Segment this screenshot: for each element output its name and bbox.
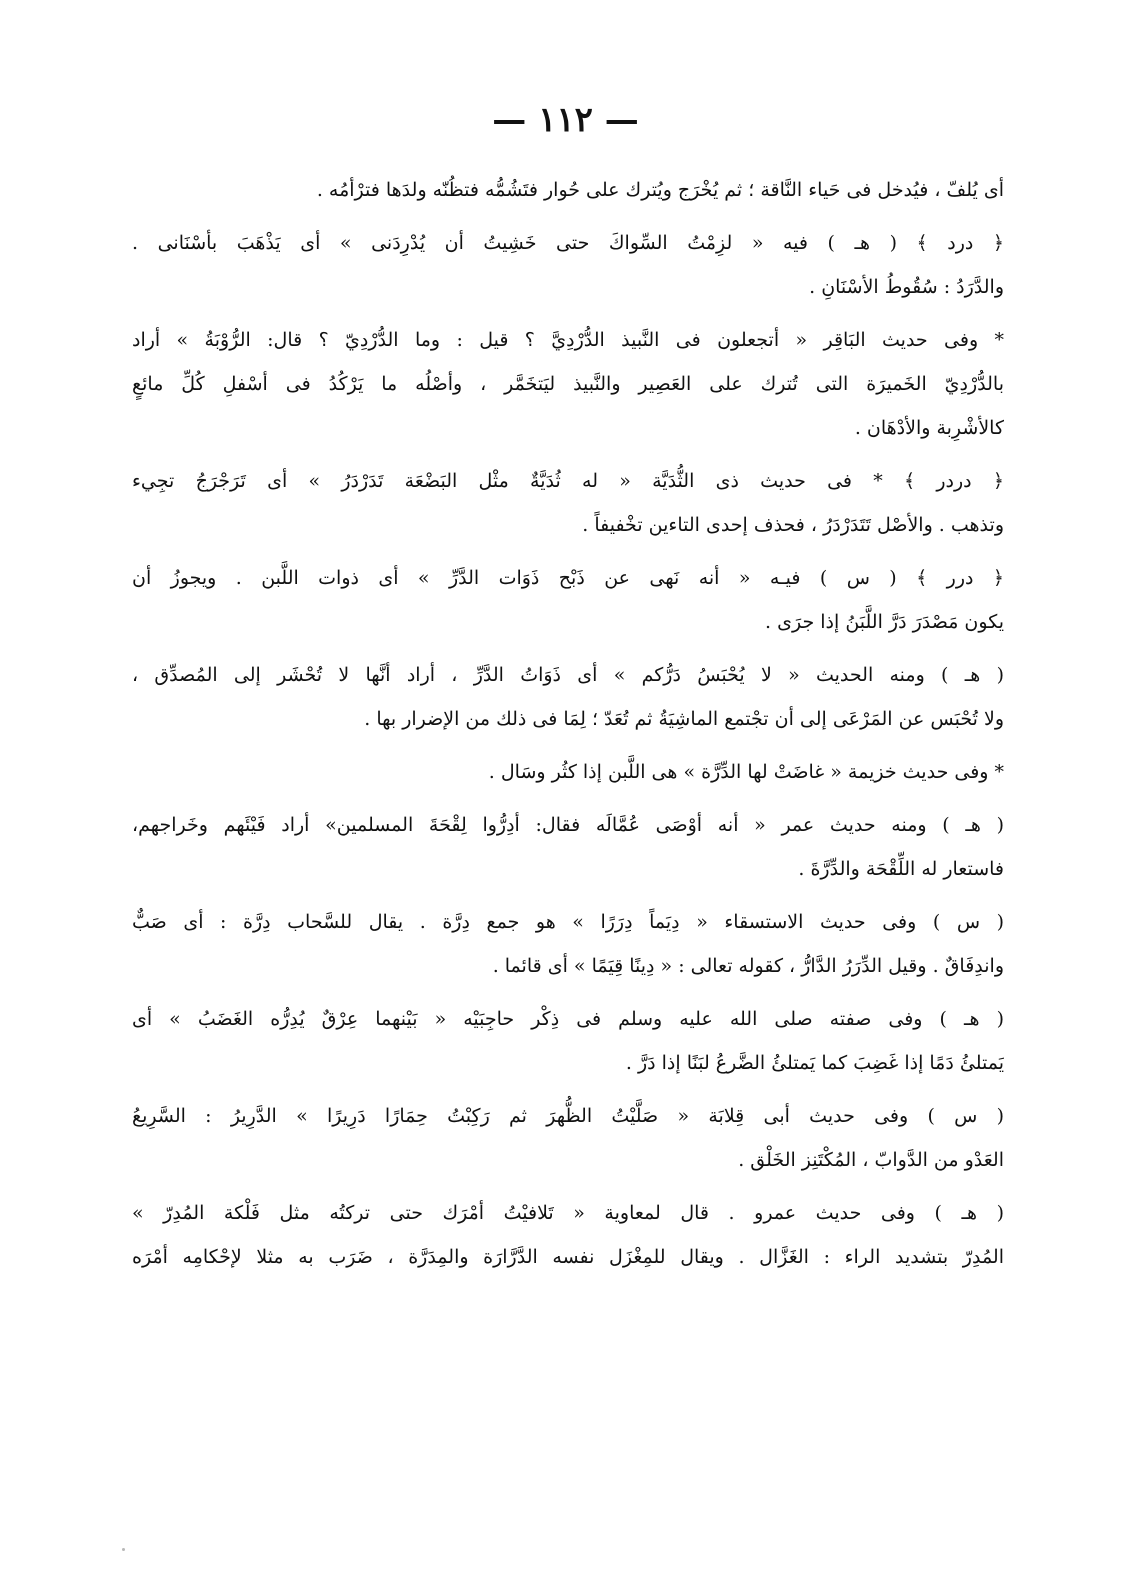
text-line: المُدِرّ بتشديد الراء : الغَزَّال . ويقال للمِغْزَل نفسه الدَّرَّارَة والمِدَرَّة ، ضَرَب به مثلا لإحْكامِه أمْرَه xyxy=(132,1246,1004,1268)
scan-speck xyxy=(122,1548,125,1551)
paragraph xyxy=(132,750,1004,794)
text-line: ( س ) وفى حديث الاستسقاء « دِيَماً دِرَرًا » هو جمع دِرَّة . يقال للسَّحاب دِرَّة : أى صَبٌّ xyxy=(132,911,1004,933)
text-line: ﴿ درد ﴾ ( هـ ) فيه « لزِمْتُ السِّواكَ حتى خَشِيتُ أن يُدْرِدَنى » أى يَذْهَبَ بأسْنَانى . xyxy=(132,232,1004,254)
text-line: ﴿ درر ﴾ ( س ) فيـه « أنه نَهى عن ذَبْح ذَوَات الدَّرِّ » أى ذوات اللَّبن . ويجوزُ أن xyxy=(132,567,1004,589)
text-line: * وفى حديث البَاقِر « أتجعلون فى النَّبيذ الدُّرْدِيَّ ؟ قيل : وما الدُّرْدِيّ ؟ قال: الرُّوْبَةُ » أراد xyxy=(132,329,1004,351)
paragraph xyxy=(132,803,1004,891)
text-line: ( هـ ) ومنه حديث عمر « أنه أوْصَى عُمَّالَه فقال: أدِرُّوا لِقْحَةَ المسلمين» أراد فَيْئَهم وخَراجهم، xyxy=(132,814,1004,836)
text-line: واندِفَاقٌ . وقيل الدِّرَرُ الدَّارُّ ، كقوله تعالى : « دِينًا قِيَمًا » أى قائما . xyxy=(492,955,1004,977)
text-line: بالدُّرْدِيّ الخَميرَة التى تُترك على العَصِير والنَّبيذ ليَتخَمَّر ، وأصْلُه ما يَرْكُدُ فى أسْفلِ كُلِّ مائعٍ xyxy=(132,373,1004,395)
paragraph xyxy=(132,1094,1004,1182)
paragraph xyxy=(132,459,1004,547)
text-line: العَدْو من الدَّوابّ ، المُكْتَنِز الخَلْق . xyxy=(738,1149,1004,1171)
text-line: ولا تُحْبَس عن المَرْعَى إلى أن تجْتمع الماشِيَةُ ثم تُعَدّ ؛ لِمَا فى ذلك من الإضرار بها . xyxy=(364,708,1004,730)
paragraph xyxy=(132,556,1004,644)
text-line: * وفى حديث خزيمة « غاضَتْ لها الدِّرَّة » هى اللَّبن إذا كثُر وسَال . xyxy=(488,761,1004,783)
paragraph xyxy=(132,168,1004,212)
text-line: والدَّرَدُ : سُقُوطُ الأسْنَانِ . xyxy=(809,276,1004,298)
page-content xyxy=(132,168,1004,1279)
text-line: ( هـ ) وفى حديث عمرو . قال لمعاوية « تَلافيْتُ أمْرَك حتى تركتُه مثل فَلْكة المُدِرّ » xyxy=(132,1202,1004,1224)
text-line: ( هـ ) وفى صفته صلى الله عليه وسلم فى ذِكْر حاجِبَيْه « بَيْنهما عِرْقٌ يُدِرُّه الغَضَبُ » أى xyxy=(132,1008,1004,1030)
paragraph xyxy=(132,900,1004,988)
paragraph xyxy=(132,653,1004,741)
text-line: يكون مَصْدَرَ دَرَّ اللَّبَنُ إذا جرَى . xyxy=(765,611,1004,633)
text-line: أى يُلفّ ، فيُدخل فى حَياء النَّاقة ؛ ثم يُخْرَج ويُترك على حُوار فتَشُمُّه فتظُنّه ولدَها فترْأمُه . xyxy=(316,179,1004,201)
text-line: ﴿ دردر ﴾ * فى حديث ذى الثُّدَيَّة « له ثُدَيَّةٌ مثْل البَضْعَة تَدَرْدَرُ » أى تَرَجْرَجُ تجِيء xyxy=(132,470,1004,492)
paragraph xyxy=(132,1191,1004,1279)
text-line: ( هـ ) ومنه الحديث « لا يُحْبَسُ دَرُّكم » أى ذَوَاتُ الدَّرِّ ، أراد أنَّها لا تُحْشَر إلى المُصدِّق ، xyxy=(132,664,1004,686)
paragraph xyxy=(132,997,1004,1085)
paragraph xyxy=(132,221,1004,309)
text-line: يَمتلئُ دَمًا إذا غَضِبَ كما يَمتلئُ الضَّرعُ لبَنًا إذا دَرَّ . xyxy=(625,1052,1004,1074)
text-line: ( س ) وفى حديث أبى قِلابَة « صَلَّيْتُ الظُّهرَ ثم رَكِبْتُ حِمَارًا دَرِيرًا » الدَّرِيرُ : السَّرِيعُ xyxy=(132,1105,1004,1127)
text-line: كالأشْرِبة والأدْهَان . xyxy=(854,417,1004,439)
text-line: فاستعار له اللِّقْحَة والدِّرَّةَ . xyxy=(798,858,1004,880)
paragraph xyxy=(132,318,1004,450)
text-line: وتذهب . والأصْل تَتَدَرْدَرُ ، فحذف إحدى التاءين تخْفيفاً . xyxy=(582,514,1004,536)
page-number: — ١١٢ — xyxy=(492,100,639,140)
